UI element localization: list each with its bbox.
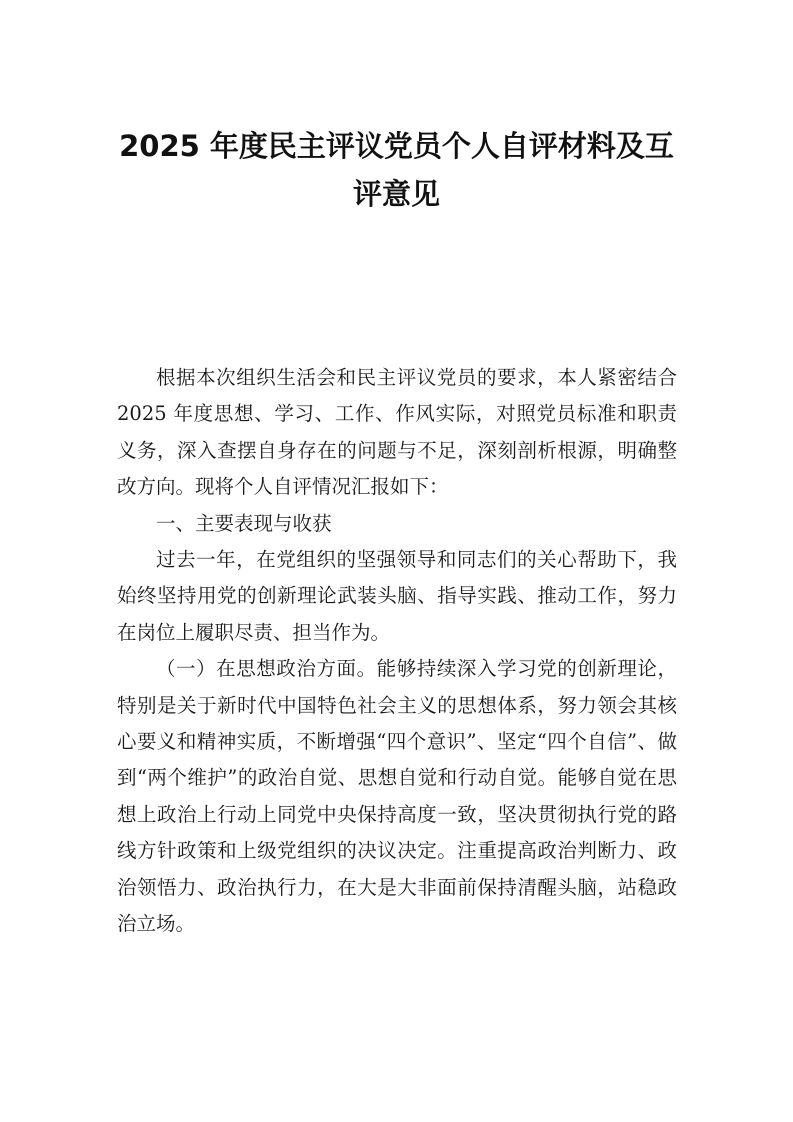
section-paragraph: 过去一年，在党组织的坚强领导和同志们的关心帮助下，我始终坚持用党的创新理论武装头脑、指导实践、推动工作，努力在岗位上履职尽责、担当作为。 bbox=[117, 548, 677, 644]
intro-paragraph: 根据本次组织生活会和民主评议党员的要求，本人紧密结合 2025 年度思想、学习、工作、作风实际，对照党员标准和职责义务，深入查摆自身存在的问题与不足，深刻剖析根源，明确整改方向。现将个人自评情况汇报如下： bbox=[117, 366, 677, 499]
document-title: 2025 年度民主评议党员个人自评材料及互评意见 bbox=[119, 129, 674, 211]
section-heading: 一、主要表现与收获 bbox=[156, 511, 332, 535]
document-body bbox=[117, 360, 677, 943]
subsection-paragraph: （一）在思想政治方面。能够持续深入学习党的创新理论，特别是关于新时代中国特色社会主义的思想体系，努力领会其核心要义和精神实质，不断增强“四个意识”、坚定“四个自信”、做到“两个维护”的政治自觉、思想自觉和行动自觉。能够自觉在思想上政治上行动上同党中央保持高度一致，坚决贯彻执行党的路线方针政策和上级党组织的决议决定。注重提高政治判断力、政治领悟力、政治执行力，在大是大非面前保持清醒头脑，站稳政治立场。 bbox=[117, 657, 677, 936]
